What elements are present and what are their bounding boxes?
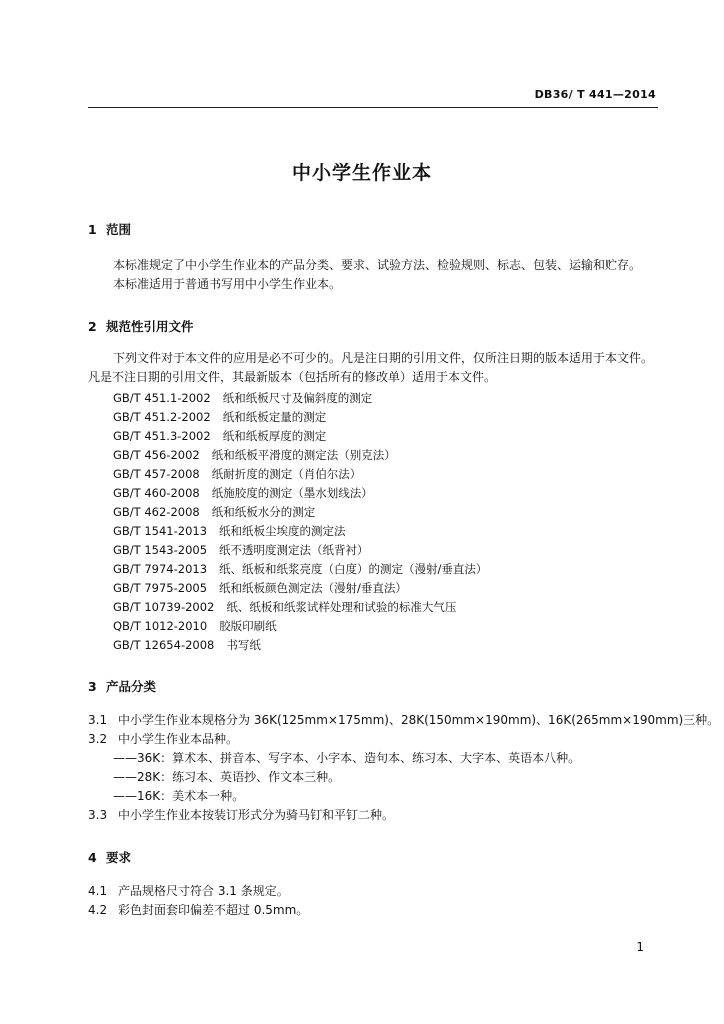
clause-number: 3.2: [88, 732, 108, 746]
section-4-heading: [88, 848, 131, 866]
clause-number: 4.2: [88, 903, 108, 917]
reference-title: 纸、纸板和纸浆试样处理和试验的标准大气压: [226, 600, 457, 614]
reference-item: [113, 409, 326, 425]
clause-number: 3.1: [88, 713, 108, 727]
reference-code: GB/T 462-2008: [113, 505, 200, 519]
clause-4-2: [88, 902, 308, 918]
reference-item: [113, 599, 456, 615]
reference-code: GB/T 1543-2005: [113, 543, 208, 557]
clause-text: 中小学生作业本规格分为 36K(125mm×175mm)、28K(150mm×190mm)、16K(265mm×190mm)三种。: [118, 713, 720, 727]
reference-code: GB/T 456-2002: [113, 448, 200, 462]
reference-code: GB/T 7975-2005: [113, 581, 208, 595]
header-rule: [88, 107, 658, 108]
reference-code: GB/T 457-2008: [113, 467, 200, 481]
reference-item: [113, 466, 361, 482]
section-title: 产品分类: [106, 679, 157, 694]
reference-title: 纸和纸板尺寸及偏斜度的测定: [222, 391, 373, 405]
list-item: ——28K：练习本、英语抄、作文本三种。: [113, 770, 341, 784]
section-title: 要求: [106, 850, 132, 865]
clause-text: 彩色封面套印偏差不超过 0.5mm。: [118, 903, 309, 917]
section-number: 2: [88, 319, 97, 334]
clause-text: 中小学生作业本按装订形式分为骑马钉和平钉二种。: [118, 808, 395, 822]
section-number: 3: [88, 679, 97, 694]
references-intro: 下列文件对于本文件的应用是必不可少的。凡是注日期的引用文件，仅所注日期的版本适用于本文件。凡是不注日期的引用文件，其最新版本（包括所有的修改单）适用于本文件。: [88, 351, 654, 384]
section-2-heading: [88, 317, 194, 335]
clause-4-1: [88, 883, 289, 899]
reference-title: 书写纸: [226, 638, 261, 652]
reference-code: GB/T 451.3-2002: [113, 429, 211, 443]
reference-item: [113, 523, 346, 539]
reference-title: 纸和纸板颜色测定法（漫射/垂直法）: [219, 581, 407, 595]
reference-item: [113, 485, 373, 501]
reference-code: GB/T 460-2008: [113, 486, 200, 500]
clause-3-1: [88, 712, 719, 728]
reference-item: [113, 447, 396, 463]
clause-text: 中小学生作业本品种。: [118, 732, 239, 746]
reference-item: [113, 390, 372, 406]
reference-title: 纸和纸板平滑度的测定法（别克法）: [211, 448, 396, 462]
clause-3-3: [88, 807, 394, 823]
reference-item: [113, 428, 326, 444]
reference-code: GB/T 451.2-2002: [113, 410, 211, 424]
reference-item: [113, 561, 487, 577]
clause-number: 3.3: [88, 808, 108, 822]
document-title: 中小学生作业本: [291, 162, 432, 184]
page-number: 1: [636, 940, 644, 954]
clause-number: 4.1: [88, 884, 108, 898]
reference-title: 纸和纸板尘埃度的测定法: [219, 524, 346, 538]
list-item: ——16K：美术本一种。: [113, 789, 245, 803]
reference-item: [113, 618, 277, 634]
section-title: 规范性引用文件: [106, 319, 194, 334]
reference-code: GB/T 12654-2008: [113, 638, 215, 652]
reference-item: [113, 637, 261, 653]
reference-code: GB/T 7974-2013: [113, 562, 208, 576]
section-title: 范围: [106, 222, 132, 237]
reference-code: GB/T 1541-2013: [113, 524, 208, 538]
paragraph-line: 本标准规定了中小学生作业本的产品分类、要求、试验方法、检验规则、标志、包装、运输和贮存。: [113, 258, 642, 272]
reference-title: 纸、纸板和纸浆亮度（白度）的测定（漫射/垂直法）: [219, 562, 488, 576]
list-item: ——36K：算术本、拼音本、写字本、小字本、造句本、练习本、大字本、英语本八种。: [113, 751, 581, 765]
reference-title: 胶版印刷纸: [219, 619, 277, 633]
clause-text: 产品规格尺寸符合 3.1 条规定。: [118, 884, 289, 898]
paragraph-line: 本标准适用于普通书写用中小学生作业本。: [113, 277, 342, 291]
reference-item: [113, 504, 315, 520]
reference-title: 纸和纸板定量的测定: [222, 410, 327, 424]
section-number: 4: [88, 850, 97, 865]
reference-title: 纸施胶度的测定（墨水划线法）: [211, 486, 373, 500]
section-1-heading: [88, 220, 131, 238]
reference-code: GB/T 10739-2002: [113, 600, 215, 614]
reference-title: 纸不透明度测定法（纸背衬）: [219, 543, 369, 557]
standard-code: DB36/ T 441—2014: [534, 88, 656, 101]
section-number: 1: [88, 222, 97, 237]
reference-title: 纸和纸板水分的测定: [211, 505, 316, 519]
reference-code: GB/T 451.1-2002: [113, 391, 211, 405]
clause-3-2: [88, 731, 238, 747]
reference-item: [113, 542, 369, 558]
section-3-heading: [88, 677, 156, 695]
reference-title: 纸和纸板厚度的测定: [222, 429, 327, 443]
reference-code: QB/T 1012-2010: [113, 619, 208, 633]
reference-title: 纸耐折度的测定（肖伯尔法）: [211, 467, 362, 481]
reference-item: [113, 580, 407, 596]
